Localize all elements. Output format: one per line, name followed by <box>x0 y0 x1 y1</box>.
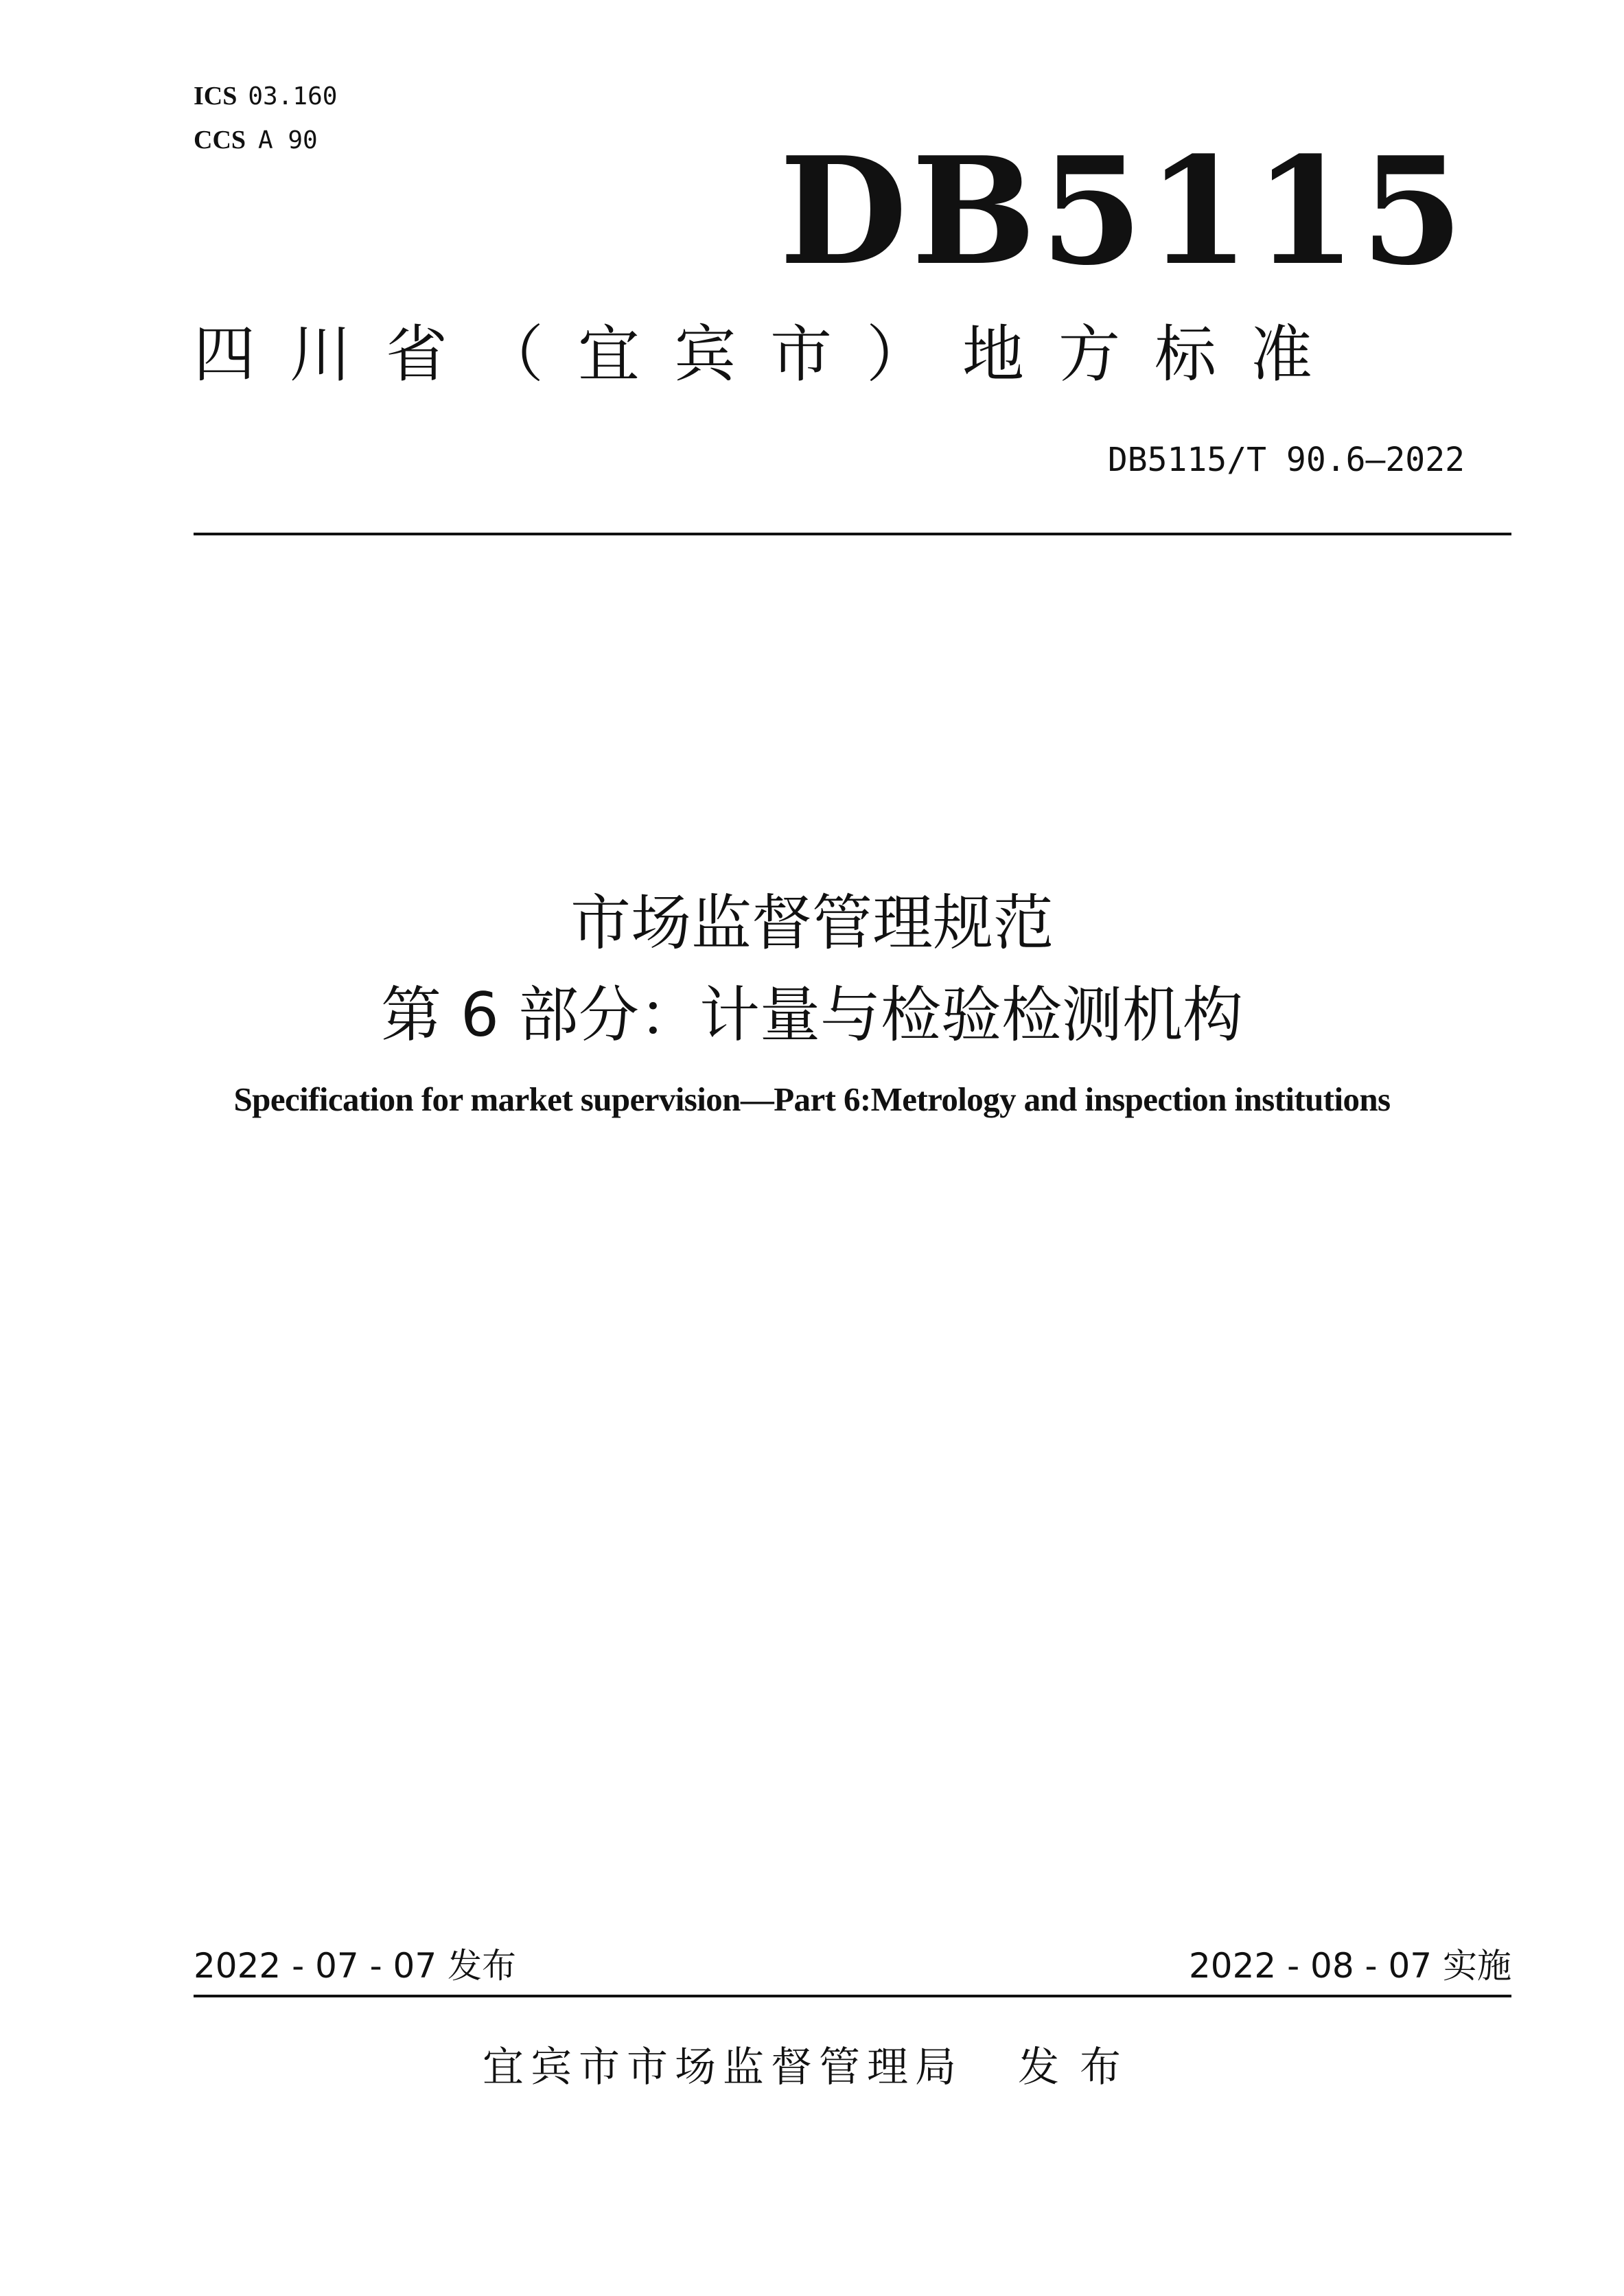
top-divider <box>194 533 1511 535</box>
db-mark: DB5115 <box>779 124 1468 298</box>
publisher-organization: 宜宾市市场监督管理局 <box>483 2043 963 2091</box>
standard-type-heading: 四川省（宜宾市）地方标准 <box>194 318 1347 391</box>
publisher-action: 发布 <box>1018 2043 1141 2091</box>
ics-code <box>194 81 337 111</box>
bottom-divider <box>194 1995 1511 1997</box>
publish-date: 2022 - 07 - 07 发布 <box>194 1946 517 1986</box>
ccs-label: CCS <box>194 126 246 154</box>
ics-label: ICS <box>194 82 237 111</box>
ccs-value: A 90 <box>258 126 318 154</box>
effective-date: 2022 - 08 - 07 实施 <box>1188 1946 1511 1986</box>
publisher-line <box>0 2040 1624 2095</box>
ics-value: 03.160 <box>248 82 338 111</box>
ccs-code <box>194 125 318 155</box>
title-line-1: 市场监督管理规范 <box>570 888 1054 958</box>
title-line-2: 第 6 部分：计量与检验检测机构 <box>381 979 1243 1050</box>
standard-number: DB5115/T 90.6—2022 <box>1107 441 1465 479</box>
title-english: Specification for market supervision—Part 6:Metrology and inspection institutions <box>233 1080 1391 1118</box>
